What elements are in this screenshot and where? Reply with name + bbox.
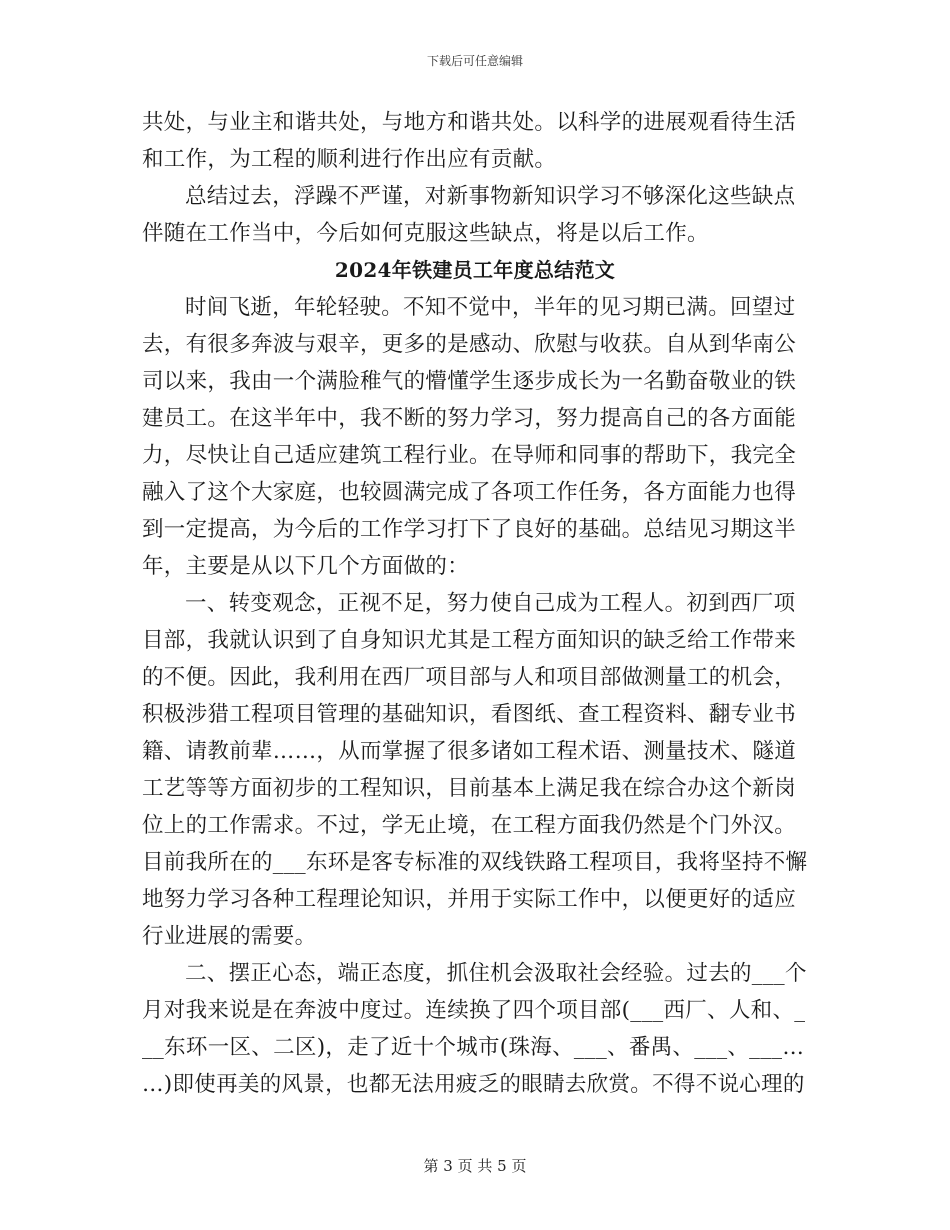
page-header: 下载后可任意编辑 xyxy=(426,54,523,68)
text-line: 司以来，我由一个满脸稚气的懵懂学生逐步成长为一名勤奋敬业的铁 xyxy=(142,369,797,394)
text-line: 力，尽快让自己适应建筑工程行业。在导师和同事的帮助下，我完全 xyxy=(142,443,797,468)
text-line: 和工作，为工程的顺利进行作出应有贡献。 xyxy=(142,147,557,172)
page-footer: 第 3 页 共 5 页 xyxy=(423,1157,527,1175)
text-line: 工艺等等方面初步的工程知识，目前基本上满足我在综合办这个新岗 xyxy=(142,776,797,801)
text-line: 二、摆正心态，端正态度，抓住机会汲取社会经验。过去的___个 xyxy=(185,961,807,986)
document-body xyxy=(142,104,808,1103)
text-line: 目前我所在的___东环是客专标准的双线铁路工程项目，我将坚持不懈 xyxy=(142,850,808,875)
text-line: __东环一区、二区)，走了近十个城市(珠海、___、番禺、___、___… xyxy=(142,1035,805,1060)
text-line: 积极涉猎工程项目管理的基础知识，看图纸、查工程资料、翻专业书 xyxy=(142,702,797,727)
text-line: 时间飞逝，年轮轻驶。不知不觉中，半年的见习期已满。回望过 xyxy=(185,295,796,320)
text-line: 一、转变观念，正视不足，努力使自己成为工程人。初到西厂项 xyxy=(185,591,796,616)
text-line: 目部，我就认识到了自身知识尤其是工程方面知识的缺乏给工作带来 xyxy=(142,628,797,653)
text-line: 的不便。因此，我利用在西厂项目部与人和项目部做测量工的机会， xyxy=(142,665,797,690)
text-line: 地努力学习各种工程理论知识，并用于实际工作中，以便更好的适应 xyxy=(142,887,797,912)
text-line: …)即使再美的风景，也都无法用疲乏的眼睛去欣赏。不得不说心理的 xyxy=(142,1072,805,1097)
text-line: 去，有很多奔波与艰辛，更多的是感动、欣慰与收获。自从到华南公 xyxy=(142,332,797,357)
text-line: 年，主要是从以下几个方面做的： xyxy=(142,554,470,579)
text-line: 共处，与业主和谐共处，与地方和谐共处。以科学的进展观看待生活 xyxy=(142,110,797,135)
text-line: 位上的工作需求。不过，学无止境，在工程方面我仍然是个门外汉。 xyxy=(142,813,797,838)
section-title: 2024年铁建员工年度总结范文 xyxy=(334,258,616,282)
text-line: 籍、请教前辈……，从而掌握了很多诸如工程术语、测量技术、隧道 xyxy=(142,739,797,764)
text-line: 到一定提高，为今后的工作学习打下了良好的基础。总结见习期这半 xyxy=(142,517,797,542)
text-line: 行业进展的需要。 xyxy=(142,924,317,949)
text-line: 建员工。在这半年中，我不断的努力学习，努力提高自己的各方面能 xyxy=(142,406,797,431)
text-line: 伴随在工作当中，今后如何克服这些缺点，将是以后工作。 xyxy=(142,221,709,246)
text-line: 融入了这个大家庭，也较圆满完成了各项工作任务，各方面能力也得 xyxy=(142,480,797,505)
text-line: 总结过去，浮躁不严谨，对新事物新知识学习不够深化这些缺点 xyxy=(185,184,796,209)
text-line: 月对我来说是在奔波中度过。连续换了四个项目部(___西厂、人和、_ xyxy=(142,998,806,1023)
